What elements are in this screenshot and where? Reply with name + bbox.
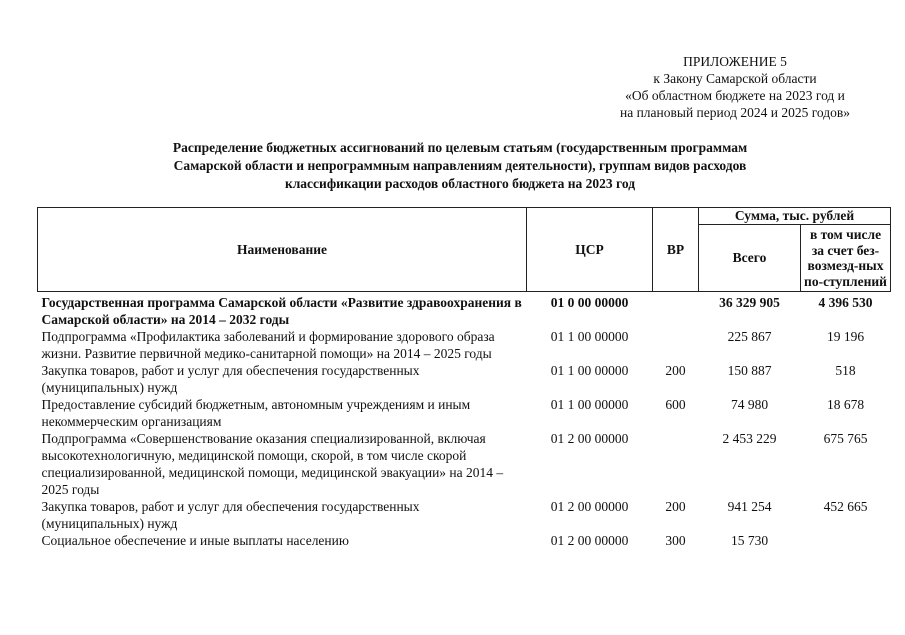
row-free: 4 396 530 xyxy=(818,295,873,310)
row-free: 19 196 xyxy=(826,329,865,344)
row-total: 2 453 229 xyxy=(722,431,777,446)
budget-table xyxy=(37,207,891,549)
row-csr: 01 2 00 00000 xyxy=(550,533,629,548)
row-name: Предоставление субсидий бюджетным, автономным учреждениям и иным некоммерческим организациям xyxy=(41,397,471,429)
header-sum: Сумма, тыс. рублей xyxy=(699,208,891,225)
table-row xyxy=(38,430,891,498)
row-csr: 01 2 00 00000 xyxy=(550,499,629,514)
header-csr: ЦСР xyxy=(527,208,653,292)
row-vr: 200 xyxy=(665,499,686,514)
header-total: Всего xyxy=(699,225,801,292)
row-csr: 01 1 00 00000 xyxy=(550,329,629,344)
row-free xyxy=(801,532,891,549)
row-csr: 01 1 00 00000 xyxy=(550,363,629,378)
appendix-number: ПРИЛОЖЕНИЕ 5 xyxy=(683,54,787,69)
table-row xyxy=(38,328,891,362)
table-row xyxy=(38,362,891,396)
row-vr: 300 xyxy=(665,533,686,548)
row-total: 225 867 xyxy=(727,329,772,344)
row-name: Закупка товаров, работ и услуг для обеспечения государственных (муниципальных) нужд xyxy=(41,363,420,395)
row-total: 150 887 xyxy=(727,363,772,378)
row-name: Закупка товаров, работ и услуг для обеспечения государственных (муниципальных) нужд xyxy=(41,499,420,531)
row-name: Подпрограмма «Профилактика заболеваний и формирование здорового образа жизни. Развитие первичной медико-санитарной помощи» на 2014 – 2025 годы xyxy=(41,329,495,361)
title-line: классификации расходов областного бюджета на 2023 год xyxy=(284,176,636,191)
row-total: 15 730 xyxy=(730,533,769,548)
title-line: Распределение бюджетных ассигнований по целевым статьям (государственным программам xyxy=(172,140,748,155)
row-name: Подпрограмма «Совершенствование оказания специализированной, включая высокотехнологичную, медицинской помощи, скорой, в том числе скорой специализированной, медицинской помощи, медицинской эвакуации» на 2014 – 2025 годы xyxy=(41,431,504,497)
title-line: Самарской области и непрограммным направлениям деятельности), группам видов расходов xyxy=(173,158,747,173)
appendix-law-title-1: «Об областном бюджете на 2023 год и xyxy=(625,88,845,103)
row-csr: 01 2 00 00000 xyxy=(550,431,629,446)
row-vr xyxy=(653,430,699,498)
row-csr: 01 0 00 00000 xyxy=(550,295,629,310)
header-name: Наименование xyxy=(38,208,527,292)
row-csr: 01 1 00 00000 xyxy=(550,397,629,412)
row-free: 518 xyxy=(835,363,856,378)
row-total: 74 980 xyxy=(730,397,769,412)
row-free: 18 678 xyxy=(826,397,865,412)
row-total: 36 329 905 xyxy=(719,295,780,310)
row-free: 452 665 xyxy=(823,499,868,514)
table-body xyxy=(38,292,891,550)
row-free: 675 765 xyxy=(823,431,868,446)
header-vr: ВР xyxy=(653,208,699,292)
appendix-header xyxy=(585,53,885,121)
row-vr xyxy=(653,328,699,362)
row-vr: 600 xyxy=(665,397,686,412)
table-row xyxy=(38,532,891,549)
row-name: Социальное обеспечение и иные выплаты населению xyxy=(41,533,349,548)
row-total: 941 254 xyxy=(727,499,772,514)
document-title xyxy=(100,139,820,193)
table-row xyxy=(38,396,891,430)
table-row xyxy=(38,292,891,329)
appendix-law-ref: к Закону Самарской области xyxy=(653,71,817,86)
row-vr: 200 xyxy=(665,363,686,378)
table-row xyxy=(38,498,891,532)
row-name: Государственная программа Самарской области «Развитие здравоохранения в Самарской области» на 2014 – 2032 годы xyxy=(41,295,522,327)
appendix-law-title-2: на плановый период 2024 и 2025 годов» xyxy=(619,105,850,120)
row-vr xyxy=(653,292,699,329)
header-free: в том числе за счет без-возмезд-ных по-ступлений xyxy=(801,225,891,292)
